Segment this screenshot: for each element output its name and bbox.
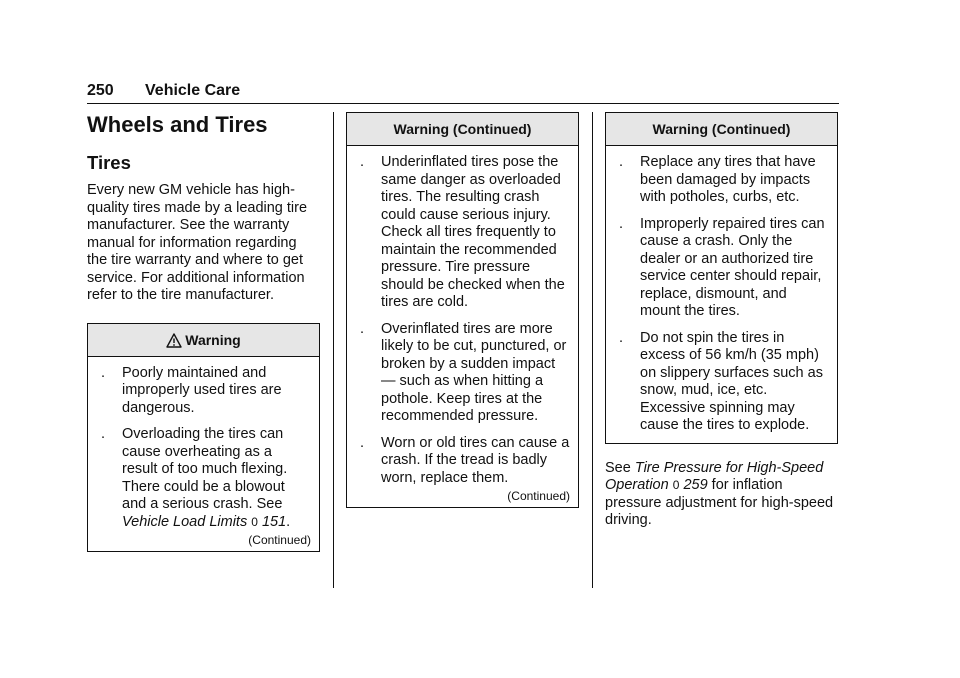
list-item xyxy=(355,154,570,312)
column-3 xyxy=(605,112,838,530)
list-item-text: Poorly maintained and improperly used tires are dangerous. xyxy=(122,364,282,416)
bullet-marker: . xyxy=(101,364,106,381)
see-prefix: See xyxy=(605,459,631,476)
section-heading: Tires xyxy=(87,152,131,173)
warning-body xyxy=(606,146,837,443)
warning-triangle-icon xyxy=(166,333,182,348)
page-reference[interactable]: 259 xyxy=(683,477,708,493)
bullet-marker: . xyxy=(360,320,365,337)
section-title: Vehicle Care xyxy=(145,82,241,99)
warning-header xyxy=(88,324,319,357)
warning-box-continued xyxy=(605,112,838,444)
list-item-text: Overinflated tires are more likely to be cut, punctured, or broken by a sudden impact — such as when hitting a pothole. Keep tires at the recommended pressure. xyxy=(381,320,567,424)
warning-header: Warning (Continued) xyxy=(347,113,578,146)
bullet-marker: . xyxy=(360,434,365,451)
list-item-text: Do not spin the tires in excess of 56 km/h (35 mph) on slippery surfaces such as snow, mud, ice, etc. Excessive spinning may cause the tires to explode. xyxy=(640,329,823,433)
sentence-end: . xyxy=(286,513,291,530)
page-header xyxy=(87,82,839,100)
column-divider-2 xyxy=(592,112,593,588)
warning-box-continued xyxy=(346,112,579,508)
bullet-marker: . xyxy=(619,154,624,170)
page-ref-arrow: 0 xyxy=(251,514,258,529)
list-item xyxy=(96,365,311,418)
list-item xyxy=(355,321,570,426)
see-suffix: for inflation pressure adjustment for high-speed driving. xyxy=(605,477,834,528)
see-also-paragraph xyxy=(605,460,838,530)
column-2 xyxy=(346,112,579,508)
column-divider-1 xyxy=(333,112,334,588)
list-item xyxy=(355,435,570,488)
list-item xyxy=(614,330,829,435)
warning-box xyxy=(87,323,320,553)
warning-title: Warning xyxy=(185,331,241,348)
chapter-title: Wheels and Tires xyxy=(87,112,268,137)
bullet-marker: . xyxy=(619,329,624,346)
warning-header: Warning (Continued) xyxy=(606,113,837,146)
bullet-marker: . xyxy=(101,426,106,442)
page-number: 250 xyxy=(87,82,114,99)
list-item xyxy=(96,426,311,531)
list-item xyxy=(614,154,829,207)
list-item-text: Worn or old tires can cause a crash. If the tread is badly worn, replace them. xyxy=(381,434,570,486)
cross-reference-link[interactable]: Vehicle Load Limits xyxy=(122,513,248,530)
header-rule xyxy=(87,103,839,104)
list-item-text: Replace any tires that have been damaged by impacts with potholes, curbs, etc. xyxy=(640,154,816,205)
list-item-text: Overloading the tires can cause overheating as a result of too much flexing. There could be a blowout and a serious crash. See xyxy=(122,426,288,512)
intro-paragraph: Every new GM vehicle has high-quality tires made by a leading tire manufacturer. See the warranty manual for information regarding the tire warranty and where to get service. For additional information refer to the tire manufacturer. xyxy=(87,182,308,303)
warning-body xyxy=(88,357,319,552)
page-reference[interactable]: 151 xyxy=(261,513,287,530)
continued-label: (Continued) xyxy=(248,533,311,547)
list-item-text: Improperly repaired tires can cause a crash. Only the dealer or an authorized tire service center should repair, replace, dismount, and mount the tires. xyxy=(640,215,825,319)
warning-body xyxy=(347,146,578,507)
page-ref-arrow: 0 xyxy=(672,478,680,492)
bullet-marker: . xyxy=(619,215,624,232)
continued-label: (Continued) xyxy=(507,489,570,503)
list-item-text: Underinflated tires pose the same danger as overloaded tires. The resulting crash could cause serious injury. Check all tires frequently to maintain the recommended pressure. Tire pressure should be checked when the tires are cold. xyxy=(381,154,565,310)
cross-reference-link[interactable]: Tire Pressure for High-Speed Operation xyxy=(605,459,824,493)
bullet-marker: . xyxy=(360,154,365,170)
list-item xyxy=(614,216,829,321)
column-1 xyxy=(87,112,320,552)
